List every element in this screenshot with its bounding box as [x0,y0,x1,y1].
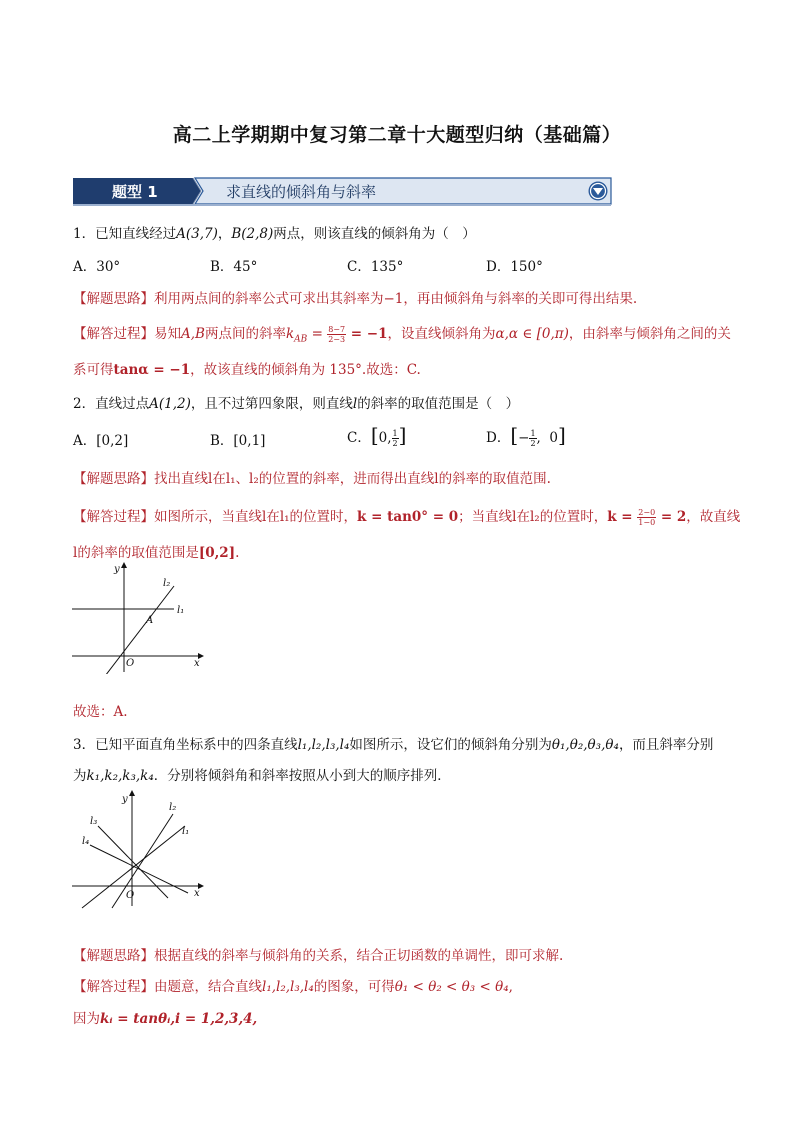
q2-answer: 故选：A. [73,704,128,720]
q3-label-l4: l₄ [82,836,90,847]
q2-label-l2: l₂ [163,578,171,589]
chevron-down-circle-icon[interactable] [589,182,608,201]
page-title: 高二上学期期中复习第二章十大题型归纳（基础篇） [172,124,622,146]
q3-label-origin: O [126,890,135,901]
q3-label-l2: l₂ [169,802,177,813]
q1-stem: 1．已知直线经过A(3,7)，B(2,8)两点，则该直线的倾斜角为（ ） [73,226,476,242]
q3-process-line1: 【解答过程】由题意，结合直线l₁,l₂,l₃,l₄的图象，可得θ₁ < θ₂ < θ₃ < θ₄, [73,979,513,995]
banner-label: 题型 1 [112,183,158,201]
q2-label-l1: l₁ [177,605,185,616]
q2-option-a: A．[0,2] [73,433,129,449]
q2-process-line1: 【解答过程】如图所示，当直线l在l₁的位置时，k = tan0° = 0；当直线l在l₂的位置时，k = $\frac{2-0}{1-0}$ = 2，故直线 [73,508,741,527]
q3-stem-line1: 3．已知平面直角坐标系中的四条直线l₁,l₂,l₃,l₄如图所示，设它们的倾斜角分别为θ₁,θ₂,θ₃,θ₄，而且斜率分别 [73,737,714,753]
q2-option-c: C．[0, $\frac{1}{2}$ ] [347,423,407,448]
q3-stem-line2: 为k₁,k₂,k₃,k₄．分别将倾斜角和斜率按照从小到大的顺序排列． [73,768,451,784]
q2-stem: 2．直线过点A(1,2)，且不过第四象限，则直线l的斜率的取值范围是（ ） [73,396,520,412]
q1-option-c: C．135° [347,259,404,275]
q2-label-x: x [194,658,200,669]
q3-label-l1: l₁ [182,826,190,837]
q2-option-d: D．[− $\frac{1}{2}$ , 0] [486,423,566,448]
q2-option-b: B．[0,1] [210,433,266,449]
q3-label-l3: l₃ [90,816,98,827]
q2-slope-fraction: $\frac{2-0}{1-0}$ [638,508,656,527]
q3-figure [70,790,210,910]
q1-option-b: B．45° [210,259,258,275]
q3-label-y: y [122,794,128,805]
q3-label-x: x [194,888,200,899]
q2-label-y: y [114,564,120,575]
q2-label-origin: O [126,658,135,669]
q2-label-a: A [146,615,154,626]
q3-process-line2: 因为kᵢ = tanθᵢ,i = 1,2,3,4, [73,1011,258,1027]
banner-topic: 求直线的倾斜角与斜率 [226,183,377,201]
q1-option-d: D．150° [486,259,543,275]
q1-option-a: A．30° [73,259,121,275]
q2-line-l2 [102,586,174,674]
q2-process-line2: l的斜率的取值范围是[0,2]. [73,545,240,561]
q2-idea: 【解题思路】找出直线l在l₁、l₂的位置的斜率，进而得出直线l的斜率的取值范围. [73,471,551,487]
q2-figure [70,562,210,674]
q1-process-line2: 系可得tanα = −1，故该直线的倾斜角为 135°.故选：C. [73,362,421,378]
q1-slope-fraction: $\frac{8-7}{2-3}$ [328,325,346,344]
q1-idea: 【解题思路】利用两点间的斜率公式可求出其斜率为−1，再由倾斜角与斜率的关即可得出结果. [73,291,638,307]
q3-idea: 【解题思路】根据直线的斜率与倾斜角的关系，结合正切函数的单调性，即可求解. [73,948,564,964]
q1-process-line1: 【解答过程】易知A,B两点间的斜率$k_{AB}$ = $\frac{8-7}{2-3}$ = −1，设直线倾斜角为α,α ∈ [0,π)，由斜率与倾斜角之间的关 [73,325,731,345]
